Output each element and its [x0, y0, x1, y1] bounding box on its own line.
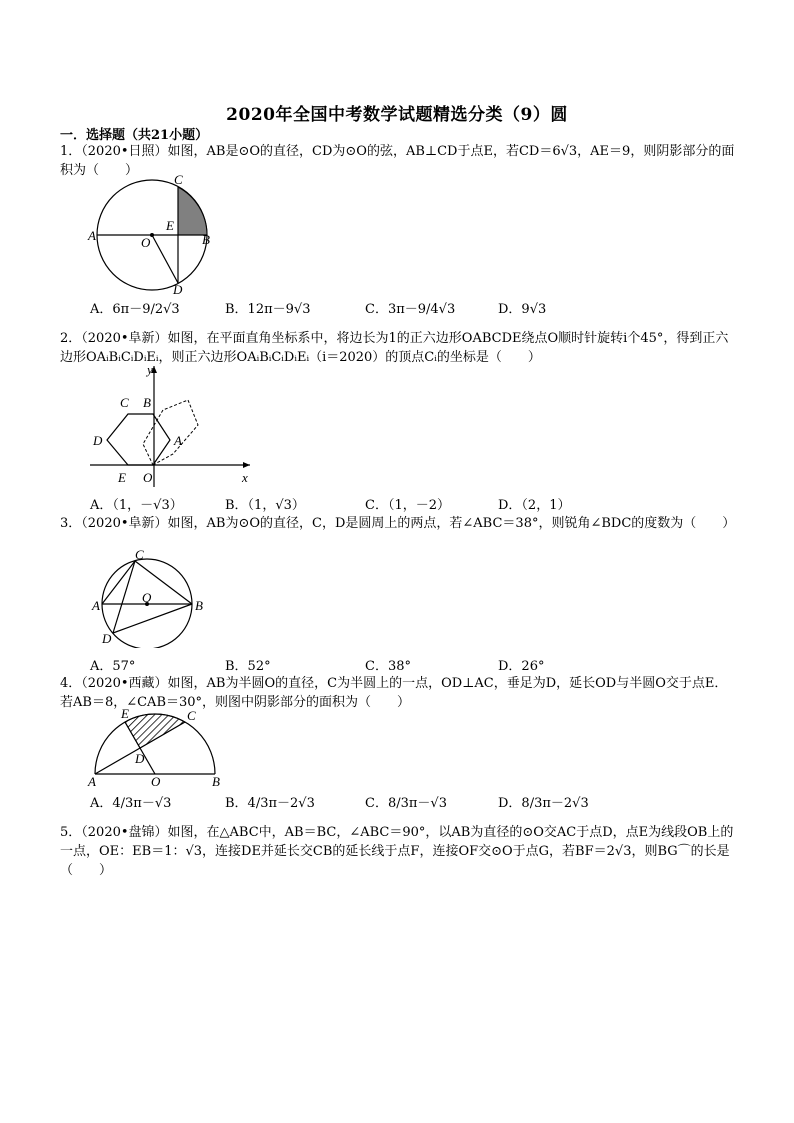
label-b: B	[143, 395, 151, 410]
label-a: A	[174, 433, 182, 448]
radius-od	[152, 235, 178, 283]
label-a: A	[92, 598, 100, 613]
question-number: 5．	[60, 825, 82, 840]
option-d[interactable]: D．8/3π－2√3	[498, 796, 589, 811]
label-o: O	[143, 470, 153, 485]
option-b[interactable]: B．12π－9√3	[225, 302, 311, 317]
label-e: E	[121, 706, 129, 721]
label-d: D	[135, 751, 145, 766]
question-number: 2．	[60, 331, 82, 346]
question-5	[60, 823, 740, 880]
shaded-region	[125, 714, 185, 748]
option-d[interactable]: D．9√3	[498, 302, 547, 317]
option-b[interactable]: B．52°	[225, 659, 271, 674]
rotated-hexagon	[143, 400, 198, 465]
label-x: x	[242, 470, 248, 485]
label-o: O	[142, 590, 152, 605]
question-3	[60, 514, 740, 533]
figure-q1	[80, 170, 230, 295]
label-c: C	[120, 395, 129, 410]
options-q1	[90, 298, 750, 322]
option-d[interactable]: D．（2，1）	[498, 498, 571, 513]
label-a: A	[88, 228, 96, 243]
label-b: B	[195, 598, 203, 613]
option-d[interactable]: D．26°	[498, 659, 545, 674]
option-b[interactable]: B．（1，√3）	[225, 498, 305, 513]
question-number: 3．	[60, 516, 82, 531]
question-text: （2020•盘锦）如图，在△ABC中，AB＝BC，∠ABC＝90°，以AB为直径的⊙O交AC于点D，点E为线段OB上的一点，OE：EB＝1：√3，连接DE并延长交CB的延长线于点F，连接OF交⊙O于点G，若BF＝2√3，则BG⌒的长是（ ）	[60, 825, 734, 878]
option-b[interactable]: B．4/3π－2√3	[225, 796, 315, 811]
question-text: （2020•日照）如图，AB是⊙O的直径，CD为⊙O的弦，AB⊥CD于点E，若CD＝6√3，AE＝9，则阴影部分的面积为（ ）	[60, 144, 735, 178]
option-a[interactable]: A．4/3π－√3	[90, 796, 172, 811]
chord-db	[113, 604, 192, 633]
figure-q4	[85, 706, 235, 788]
hexagon	[107, 414, 170, 465]
label-d: D	[173, 282, 183, 295]
question-number: 4．	[60, 676, 82, 691]
section-heading: 一．选择题（共21小题）	[60, 128, 209, 143]
option-c[interactable]: C．38°	[365, 659, 411, 674]
figure-q2	[85, 362, 260, 492]
label-e: E	[118, 470, 126, 485]
shaded-region	[178, 187, 207, 235]
option-c[interactable]: C．8/3π－√3	[365, 796, 447, 811]
label-y: y	[147, 362, 153, 377]
option-a[interactable]: A．57°	[90, 659, 136, 674]
question-number: 1．	[60, 144, 82, 159]
label-c: C	[174, 172, 183, 187]
label-c: C	[187, 708, 196, 723]
question-text: （2020•阜新）如图，AB为⊙O的直径，C，D是圆周上的两点，若∠ABC＝38°，则锐角∠BDC的度数为（ ）	[81, 516, 736, 531]
question-text: （2020•西藏）如图，AB为半圆O的直径，C为半圆上的一点，OD⊥AC，垂足为D，延长OD与半圆O交于点E．若AB＝8，∠CAB＝30°，则图中阴影部分的面积为（ ）	[60, 676, 728, 710]
x-axis-arrow	[243, 462, 250, 468]
center-dot	[150, 233, 154, 237]
label-o: O	[141, 235, 151, 250]
option-a[interactable]: A．6π－9/2√3	[90, 302, 180, 317]
document-title: 2020年全国中考数学试题精选分类（9）圆	[226, 105, 568, 125]
label-d: D	[102, 631, 112, 646]
option-a[interactable]: A．（1，－√3）	[90, 498, 183, 513]
label-d: D	[93, 433, 103, 448]
label-a: A	[88, 774, 96, 788]
label-e: E	[166, 218, 174, 233]
figure-q3	[85, 548, 215, 648]
label-b: B	[212, 774, 220, 788]
options-q4	[90, 792, 750, 816]
label-o: O	[151, 774, 161, 788]
question-text: （2020•阜新）如图，在平面直角坐标系中，将边长为1的正六边形OABCDE绕点O顺时针旋转i个45°，得到正六边形OAᵢBᵢCᵢDᵢEᵢ，则正六边形OAᵢBᵢCᵢDᵢEᵢ（i＝2020）的顶点Cᵢ的坐标是（ ）	[60, 331, 729, 365]
option-c[interactable]: C．3π－9/4√3	[365, 302, 456, 317]
label-c: C	[135, 548, 144, 562]
label-b: B	[202, 232, 210, 247]
option-c[interactable]: C．（1，－2）	[365, 498, 450, 513]
